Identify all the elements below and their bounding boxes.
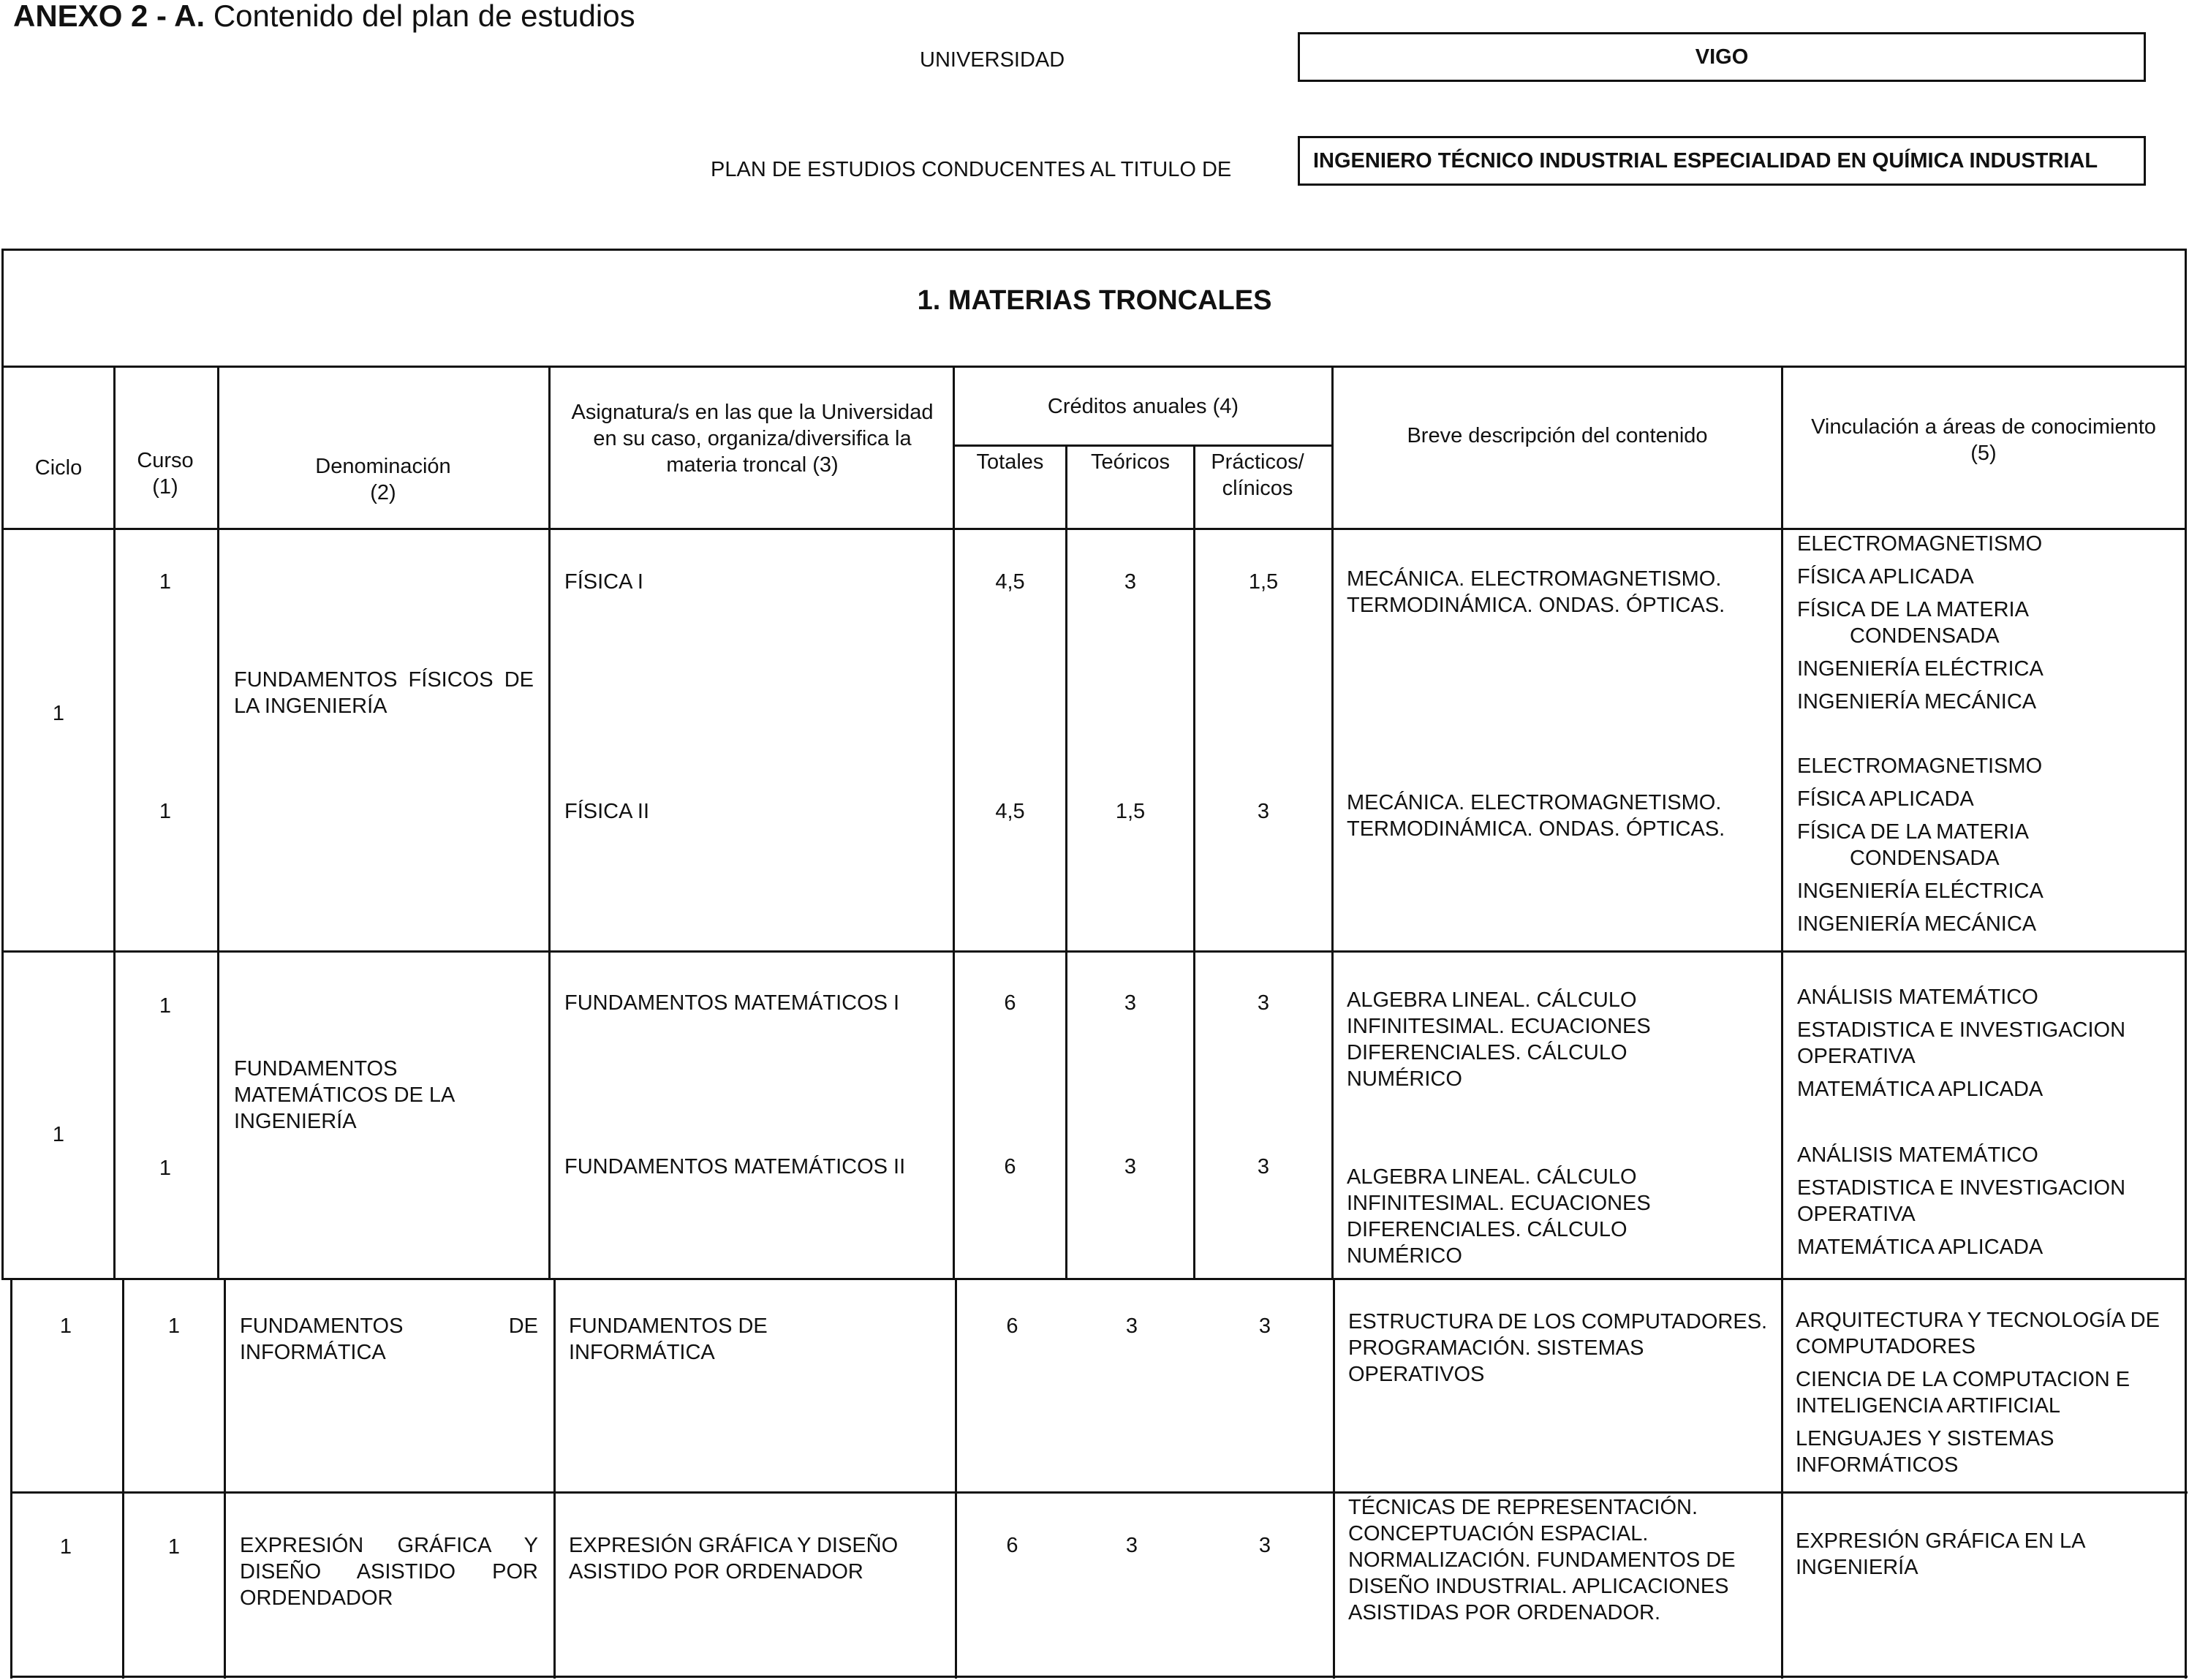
area-item: CIENCIA DE LA COMPUTACION E INTELIGENCIA ARTIFICIAL	[1796, 1368, 2131, 1418]
asignatura-cell: FUNDAMENTOS DE INFORMÁTICA	[569, 1314, 768, 1364]
descripcion-cell: ALGEBRA LINEAL. CÁLCULO INFINITESIMAL. ECUACIONES DIFERENCIALES. CÁLCULO NUMÉRICO	[1347, 1165, 1651, 1268]
area-item: LENGUAJES Y SISTEMAS INFORMÁTICOS	[1796, 1427, 2054, 1477]
asignatura-cell: FUNDAMENTOS MATEMÁTICOS II	[564, 1155, 906, 1178]
area-item: MATEMÁTICA APLICADA	[1797, 1236, 2044, 1259]
header-descripcion: Breve descripción del contenido	[1407, 424, 1708, 447]
area-item: INGENIERÍA MECÁNICA	[1797, 912, 2037, 936]
practicos-cell: 3	[1258, 1314, 1271, 1338]
areas-cell	[1796, 1307, 2176, 1478]
areas-cell	[1797, 1142, 2177, 1260]
teoricos-cell: 3	[1125, 1534, 1138, 1557]
practicos-cell: 3	[1257, 800, 1270, 823]
plan-value: INGENIERO TÉCNICO INDUSTRIAL ESPECIALIDAD EN QUÍMICA INDUSTRIAL	[1313, 148, 2098, 173]
section-title: 1. MATERIAS TRONCALES	[917, 285, 1272, 316]
plan-value-box	[1298, 136, 2146, 186]
denominacion-cell: FUNDAMENTOS FÍSICOS DE LA INGENIERÍA	[234, 668, 534, 718]
university-value: VIGO	[1695, 45, 1749, 69]
curso-cell: 1	[159, 1157, 172, 1180]
descripcion-cell: MECÁNICA. ELECTROMAGNETISMO. TERMODINÁMICA. ONDAS. ÓPTICAS.	[1347, 791, 1725, 841]
totales-cell: 6	[1006, 1534, 1018, 1557]
area-item: CONDENSADA	[1850, 624, 2000, 648]
teoricos-cell: 3	[1124, 1155, 1137, 1178]
teoricos-cell: 3	[1124, 991, 1137, 1015]
university-label: UNIVERSIDAD	[920, 48, 1065, 72]
areas-cell	[1797, 753, 2177, 937]
denominacion-cell: FUNDAMENTOS DE INFORMÁTICA	[240, 1314, 538, 1364]
teoricos-cell: 1,5	[1115, 800, 1146, 823]
areas-cell	[1796, 1528, 2117, 1581]
header-asignaturas: Asignatura/s en las que la Universidad en su caso, organiza/diversifica la materia troncal (3)	[571, 401, 934, 477]
area-item: EXPRESIÓN GRÁFICA EN LA INGENIERÍA	[1796, 1529, 2084, 1579]
area-item: FÍSICA DE LA MATERIA	[1797, 598, 2029, 621]
header-creditos: Créditos anuales (4)	[1047, 395, 1239, 418]
curso-cell: 1	[167, 1314, 181, 1338]
teoricos-cell: 3	[1125, 1314, 1138, 1338]
curso-cell: 1	[159, 994, 172, 1018]
area-item: ELECTROMAGNETISMO	[1797, 754, 2043, 778]
area-item: MATEMÁTICA APLICADA	[1797, 1078, 2044, 1101]
area-item: ANÁLISIS MATEMÁTICO	[1797, 985, 2038, 1009]
asignatura-cell: FUNDAMENTOS MATEMÁTICOS I	[564, 991, 900, 1015]
header-practicos: Prácticos/ clínicos	[1211, 450, 1304, 500]
asignatura-cell: FÍSICA I	[564, 570, 643, 594]
totales-cell: 6	[1004, 1155, 1016, 1178]
descripcion-cell: ESTRUCTURA DE LOS COMPUTADORES. PROGRAMACIÓN. SISTEMAS OPERATIVOS	[1348, 1310, 1768, 1386]
area-item: ELECTROMAGNETISMO	[1797, 532, 2043, 556]
descripcion-cell: TÉCNICAS DE REPRESENTACIÓN. CONCEPTUACIÓN ESPACIAL. NORMALIZACIÓN. FUNDAMENTOS DE DISEÑO INDUSTRIAL. APLICACIONES ASISTIDAS POR ORDENADOR.	[1348, 1496, 1736, 1624]
ciclo-cell: 1	[59, 1314, 72, 1338]
teoricos-cell: 3	[1124, 570, 1137, 594]
area-item: INGENIERÍA ELÉCTRICA	[1797, 879, 2044, 903]
university-value-box	[1298, 32, 2146, 82]
annex-title	[13, 0, 635, 38]
curso-cell: 1	[159, 570, 172, 594]
ciclo-cell: 1	[59, 1535, 72, 1559]
areas-cell	[1797, 984, 2177, 1102]
curso-cell: 1	[159, 800, 172, 823]
asignatura-cell: EXPRESIÓN GRÁFICA Y DISEÑO ASISTIDO POR ORDENADOR	[569, 1534, 899, 1583]
area-item: INGENIERÍA ELÉCTRICA	[1797, 657, 2044, 681]
header-teoricos: Teóricos	[1091, 450, 1170, 474]
practicos-cell: 3	[1257, 1155, 1270, 1178]
totales-cell: 6	[1004, 991, 1016, 1015]
area-item: ESTADISTICA E INVESTIGACION OPERATIVA	[1797, 1018, 2126, 1068]
practicos-cell: 3	[1257, 991, 1270, 1015]
header-denominacion: Denominación (2)	[315, 455, 451, 504]
area-item: FÍSICA DE LA MATERIA	[1797, 820, 2029, 844]
area-item: ESTADISTICA E INVESTIGACION OPERATIVA	[1797, 1176, 2126, 1226]
header-curso: Curso (1)	[137, 449, 194, 499]
practicos-cell: 3	[1258, 1534, 1271, 1557]
header-totales: Totales	[976, 450, 1044, 474]
header-ciclo: Ciclo	[34, 456, 83, 480]
denominacion-cell: FUNDAMENTOS MATEMÁTICOS DE LA INGENIERÍA	[234, 1057, 454, 1133]
practicos-cell: 1,5	[1248, 570, 1279, 594]
descripcion-cell: MECÁNICA. ELECTROMAGNETISMO. TERMODINÁMICA. ONDAS. ÓPTICAS.	[1347, 567, 1725, 617]
area-item: ARQUITECTURA Y TECNOLOGÍA DE COMPUTADORES	[1796, 1309, 2160, 1358]
totales-cell: 6	[1006, 1314, 1018, 1338]
area-item: FÍSICA APLICADA	[1797, 565, 1974, 589]
area-item: CONDENSADA	[1850, 847, 2000, 870]
area-item: INGENIERÍA MECÁNICA	[1797, 690, 2037, 714]
plan-label: PLAN DE ESTUDIOS CONDUCENTES AL TITULO DE	[711, 158, 1232, 181]
totales-cell: 4,5	[995, 570, 1025, 594]
denominacion-cell: EXPRESIÓN GRÁFICA Y DISEÑO ASISTIDO POR ORDENDADOR	[240, 1534, 538, 1610]
curso-cell: 1	[167, 1535, 181, 1559]
ciclo-cell: 1	[52, 702, 65, 725]
asignatura-cell: FÍSICA II	[564, 800, 650, 823]
annex-title-text: Contenido del plan de estudios	[213, 0, 635, 33]
area-item: FÍSICA APLICADA	[1797, 787, 1974, 811]
area-item: ANÁLISIS MATEMÁTICO	[1797, 1143, 2038, 1167]
areas-cell	[1797, 531, 2177, 715]
annex-label: ANEXO 2 - A.	[13, 0, 205, 33]
totales-cell: 4,5	[995, 800, 1025, 823]
descripcion-cell: ALGEBRA LINEAL. CÁLCULO INFINITESIMAL. ECUACIONES DIFERENCIALES. CÁLCULO NUMÉRICO	[1347, 988, 1651, 1091]
ciclo-cell: 1	[52, 1123, 65, 1146]
header-vinculacion: Vinculación a áreas de conocimiento (5)	[1811, 415, 2156, 465]
